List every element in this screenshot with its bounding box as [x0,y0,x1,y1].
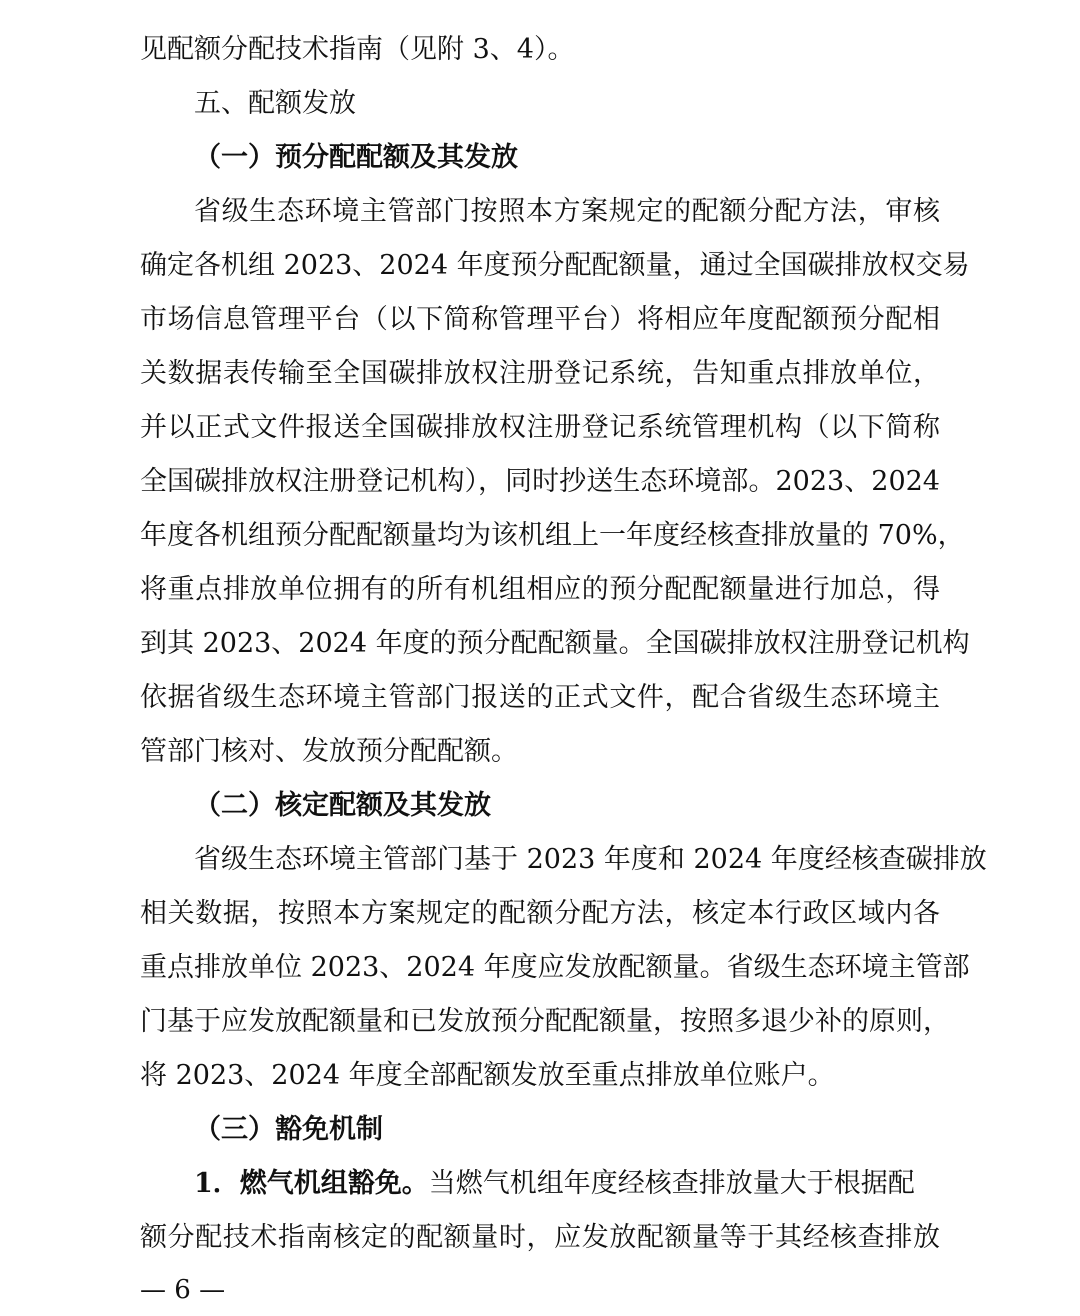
subsection-heading: （二）核定配额及其发放 [194,790,491,821]
paragraph-line: 将重点排放单位拥有的所有机组相应的预分配配额量进行加总，得 [140,574,940,605]
item-lead: 1．燃气机组豁免。 [194,1168,429,1199]
paragraph-line: 省级生态环境主管部门基于 2023 年度和 2024 年度经核查碳排放 [194,844,987,875]
paragraph-line: 关数据表传输至全国碳排放权注册登记系统，告知重点排放单位， [140,358,940,389]
item-text: 当燃气机组年度经核查排放量大于根据配 [428,1168,915,1199]
paragraph-line: 额分配技术指南核定的配额量时，应发放配额量等于其经核查排放 [140,1222,940,1253]
paragraph-line: 重点排放单位 2023、2024 年度应发放配额量。省级生态环境主管部 [140,952,970,983]
subsection-heading: （一）预分配配额及其发放 [194,142,518,173]
text-line: 见配额分配技术指南（见附 3、4）。 [140,34,575,65]
paragraph-line: 到其 2023、2024 年度的预分配配额量。全国碳排放权注册登记机构 [140,628,970,659]
paragraph-line: 市场信息管理平台（以下简称管理平台）将相应年度配额预分配相 [140,304,940,335]
section-heading: 五、配额发放 [194,88,356,119]
page-number: — 6 — [140,1275,226,1305]
paragraph-line: 年度各机组预分配配额量均为该机组上一年度经核查排放量的 70%， [140,520,965,551]
paragraph-line: 省级生态环境主管部门按照本方案规定的配额分配方法，审核 [194,196,940,227]
paragraph-line: 确定各机组 2023、2024 年度预分配配额量，通过全国碳排放权交易 [140,250,970,281]
paragraph-line: 相关数据，按照本方案规定的配额分配方法，核定本行政区域内各 [140,898,940,929]
subsection-heading: （三）豁免机制 [194,1114,383,1145]
paragraph-line: 将 2023、2024 年度全部配额发放至重点排放单位账户。 [140,1060,835,1091]
paragraph-line: 管部门核对、发放预分配配额。 [140,736,518,767]
paragraph-line: 门基于应发放配额量和已发放预分配配额量，按照多退少补的原则， [140,1006,950,1037]
paragraph-line: 并以正式文件报送全国碳排放权注册登记系统管理机构（以下简称 [140,412,940,443]
paragraph-line: 依据省级生态环境主管部门报送的正式文件，配合省级生态环境主 [140,682,940,713]
paragraph-line [194,1166,940,1202]
paragraph-line: 全国碳排放权注册登记机构），同时抄送生态环境部。2023、2024 [140,466,940,497]
